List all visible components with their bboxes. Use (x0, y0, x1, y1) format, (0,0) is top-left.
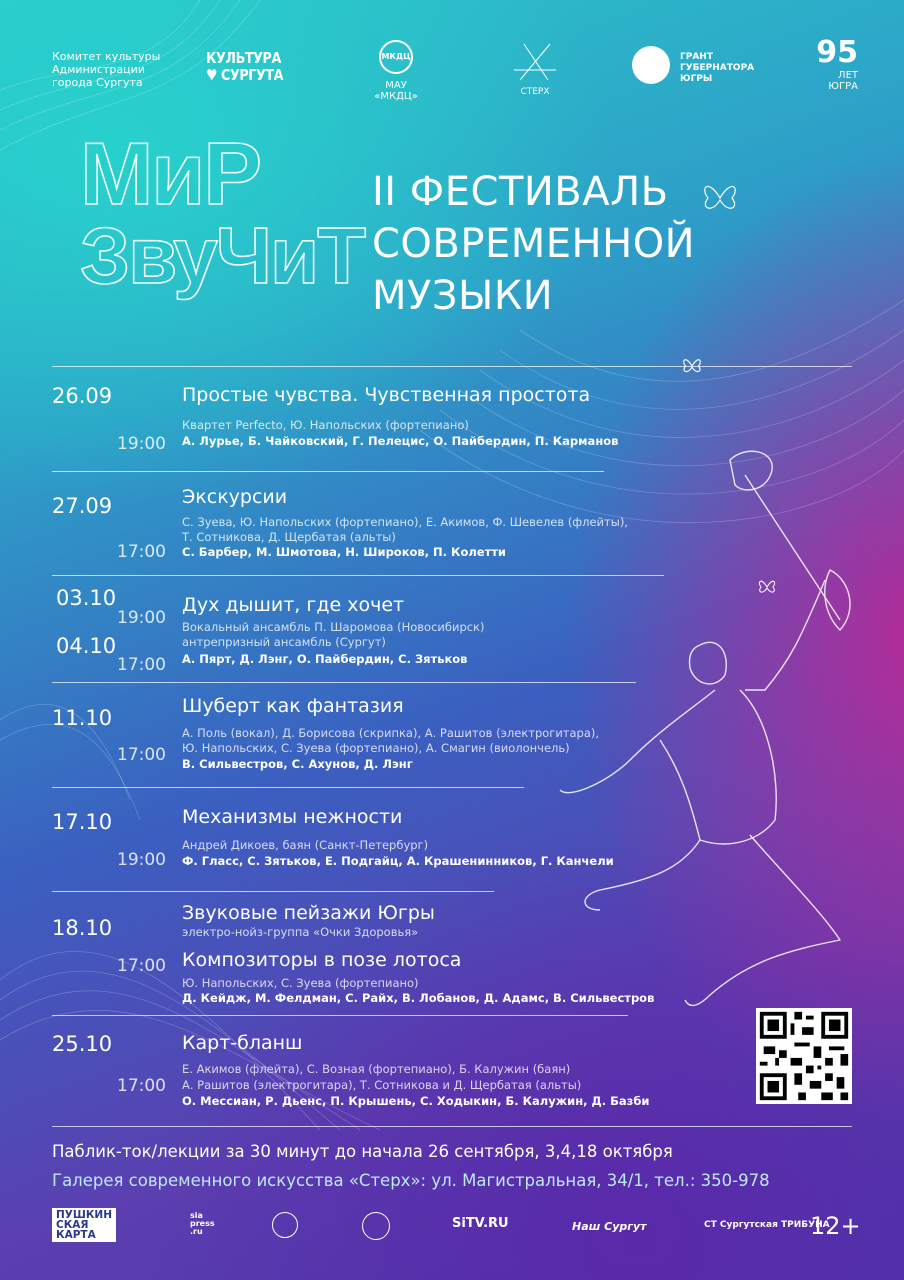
mkdc-mark: МКДЦ (379, 40, 413, 74)
event-date: 04.10 (56, 634, 117, 658)
divider (52, 682, 636, 683)
event-composers: О. Мессиан, Р. Дьенс, П. Крышень, С. Ходыкин, Б. Калужин, Д. Базби (182, 1094, 650, 1108)
event-date: 11.10 (52, 706, 113, 730)
partner-emblem-icon (272, 1212, 298, 1238)
event-time: 17:00 (117, 1076, 166, 1096)
event-date: 25.10 (52, 1032, 113, 1056)
event-performers: А. Рашитов (электрогитара), Т. Сотникова и Д. Щербатая (альты) (182, 1078, 582, 1092)
event-composers: В. Сильвестров, С. Ахунов, Д. Лэнг (182, 757, 413, 771)
divider (52, 575, 664, 576)
event-performers: Ю. Напольских, С. Зуева (фортепиано) (182, 976, 419, 990)
event-title: Простые чувства. Чувственная простота (182, 384, 591, 406)
divider (52, 1126, 852, 1127)
public-talks-info: Паблик-ток/лекции за 30 минут до начала 26 сентября, 3,4,18 октября (52, 1142, 673, 1161)
event-composers: А. Лурье, Б. Чайковский, Г. Пелецис, О. Пайбердин, П. Карманов (182, 434, 619, 448)
event-performers: С. Зуева, Ю. Напольских (фортепиано), Е. Акимов, Ф. Шевелев (флейты), (182, 515, 628, 529)
event-composers: А. Пярт, Д. Лэнг, О. Пайбердин, С. Зятьков (182, 652, 468, 666)
divider (52, 891, 494, 892)
yugra-95-logo: 95 ЛЕТ ЮГРА (816, 35, 858, 92)
event-composers: Ф. Гласс, С. Зятьков, Е. Подгайц, А. Крашенинников, Г. Канчели (182, 854, 614, 868)
event-title: Механизмы нежности (182, 806, 403, 828)
divider (52, 1015, 628, 1016)
event-title: Карт-бланш (182, 1032, 303, 1054)
event-date: 03.10 (56, 586, 117, 610)
event-performers: Е. Акимов (флейта), С. Возная (фортепиано), Б. Калужин (баян) (182, 1062, 571, 1076)
event-performers: Вокальный ансамбль П. Шаромова (Новосибирск) (182, 620, 485, 634)
mkdc-logo: МКДЦ МАУ «МКДЦ» (362, 40, 430, 102)
sitv-logo: SiTV.RU (452, 1216, 509, 1231)
event-title: Дух дышит, где хочет (182, 594, 405, 616)
butterfly-icon (756, 576, 778, 598)
pushkin-card-logo: ПУШКИН СКАЯ КАРТА (52, 1208, 116, 1242)
committee-logo: Комитет культуры Администрации города Сургута (52, 50, 161, 89)
event-performers: электро-нойз-группа «Очки Здоровья» (182, 925, 419, 939)
event-time: 19:00 (117, 434, 166, 454)
age-rating: 12+ (810, 1212, 861, 1240)
event-time: 17:00 (117, 745, 166, 765)
event-date: 17.10 (52, 810, 113, 834)
event-date: 18.10 (52, 916, 113, 940)
event-title: Экскурсии (182, 486, 288, 508)
kultura-surguta-logo: КУЛЬТУРА ♥ СУРГУТА (206, 49, 284, 84)
event-performers: антрепризный ансамбль (Сургут) (182, 635, 386, 649)
event-date: 26.09 (52, 384, 113, 408)
event-title: Звуковые пейзажи Югры (182, 902, 435, 924)
festival-title: II ФЕСТИВАЛЬ СОВРЕМЕННОЙ МУЗЫКИ (372, 169, 696, 319)
event-time: 19:00 (117, 608, 166, 628)
qr-code[interactable] (756, 1008, 852, 1104)
event-composers: Д. Кейдж, М. Фелдман, С. Райх, В. Лобанов, Д. Адамс, В. Сильвестров (182, 991, 655, 1005)
sterh-crane-icon (510, 40, 560, 84)
divider (52, 471, 604, 472)
event-performers: Андрей Дикоев, баян (Санкт-Петербург) (182, 838, 429, 852)
event-performers: Квартет Perfecto, Ю. Напольских (фортепиано) (182, 418, 469, 432)
event-time: 17:00 (117, 542, 166, 562)
event-time: 17:00 (117, 655, 166, 675)
divider (52, 366, 852, 367)
event-title: Шуберт как фантазия (182, 695, 404, 717)
nash-surgut-logo: Наш Сургут (572, 1220, 647, 1233)
venue-address: Галерея современного искусства «Стерх»: ул. Магистральная, 34/1, тел.: 350-978 (52, 1171, 770, 1190)
event-title: Композиторы в позе лотоса (182, 949, 462, 971)
butterfly-icon (698, 178, 742, 218)
grant-circle-icon (632, 46, 670, 84)
event-date: 27.09 (52, 494, 113, 518)
siapress-logo: sia press .ru (190, 1211, 215, 1236)
event-performers: Т. Сотникова, Д. Щербатая (альты) (182, 530, 396, 544)
event-time: 17:00 (117, 956, 166, 976)
event-performers: А. Поль (вокал), Д. Борисова (скрипка), А. Рашитов (электрогитара), (182, 726, 600, 740)
sterh-logo: СТЕРХ (500, 40, 570, 97)
partner-bird-emblem-icon (362, 1212, 390, 1240)
event-performers: Ю. Напольских, С. Зуева (фортепиано), А. Смагин (виолончель) (182, 741, 570, 755)
event-composers: С. Барбер, М. Шмотова, Н. Широков, П. Колетти (182, 545, 506, 559)
mir-zvuchit-logo: МиР ЗвуЧиТ (80, 124, 365, 300)
surgutskaya-tribuna-logo: СТ Сургутская ТРИБУНА (704, 1220, 830, 1230)
divider (52, 787, 524, 788)
heart-icon: ♥ (206, 66, 218, 84)
event-time: 19:00 (117, 850, 166, 870)
